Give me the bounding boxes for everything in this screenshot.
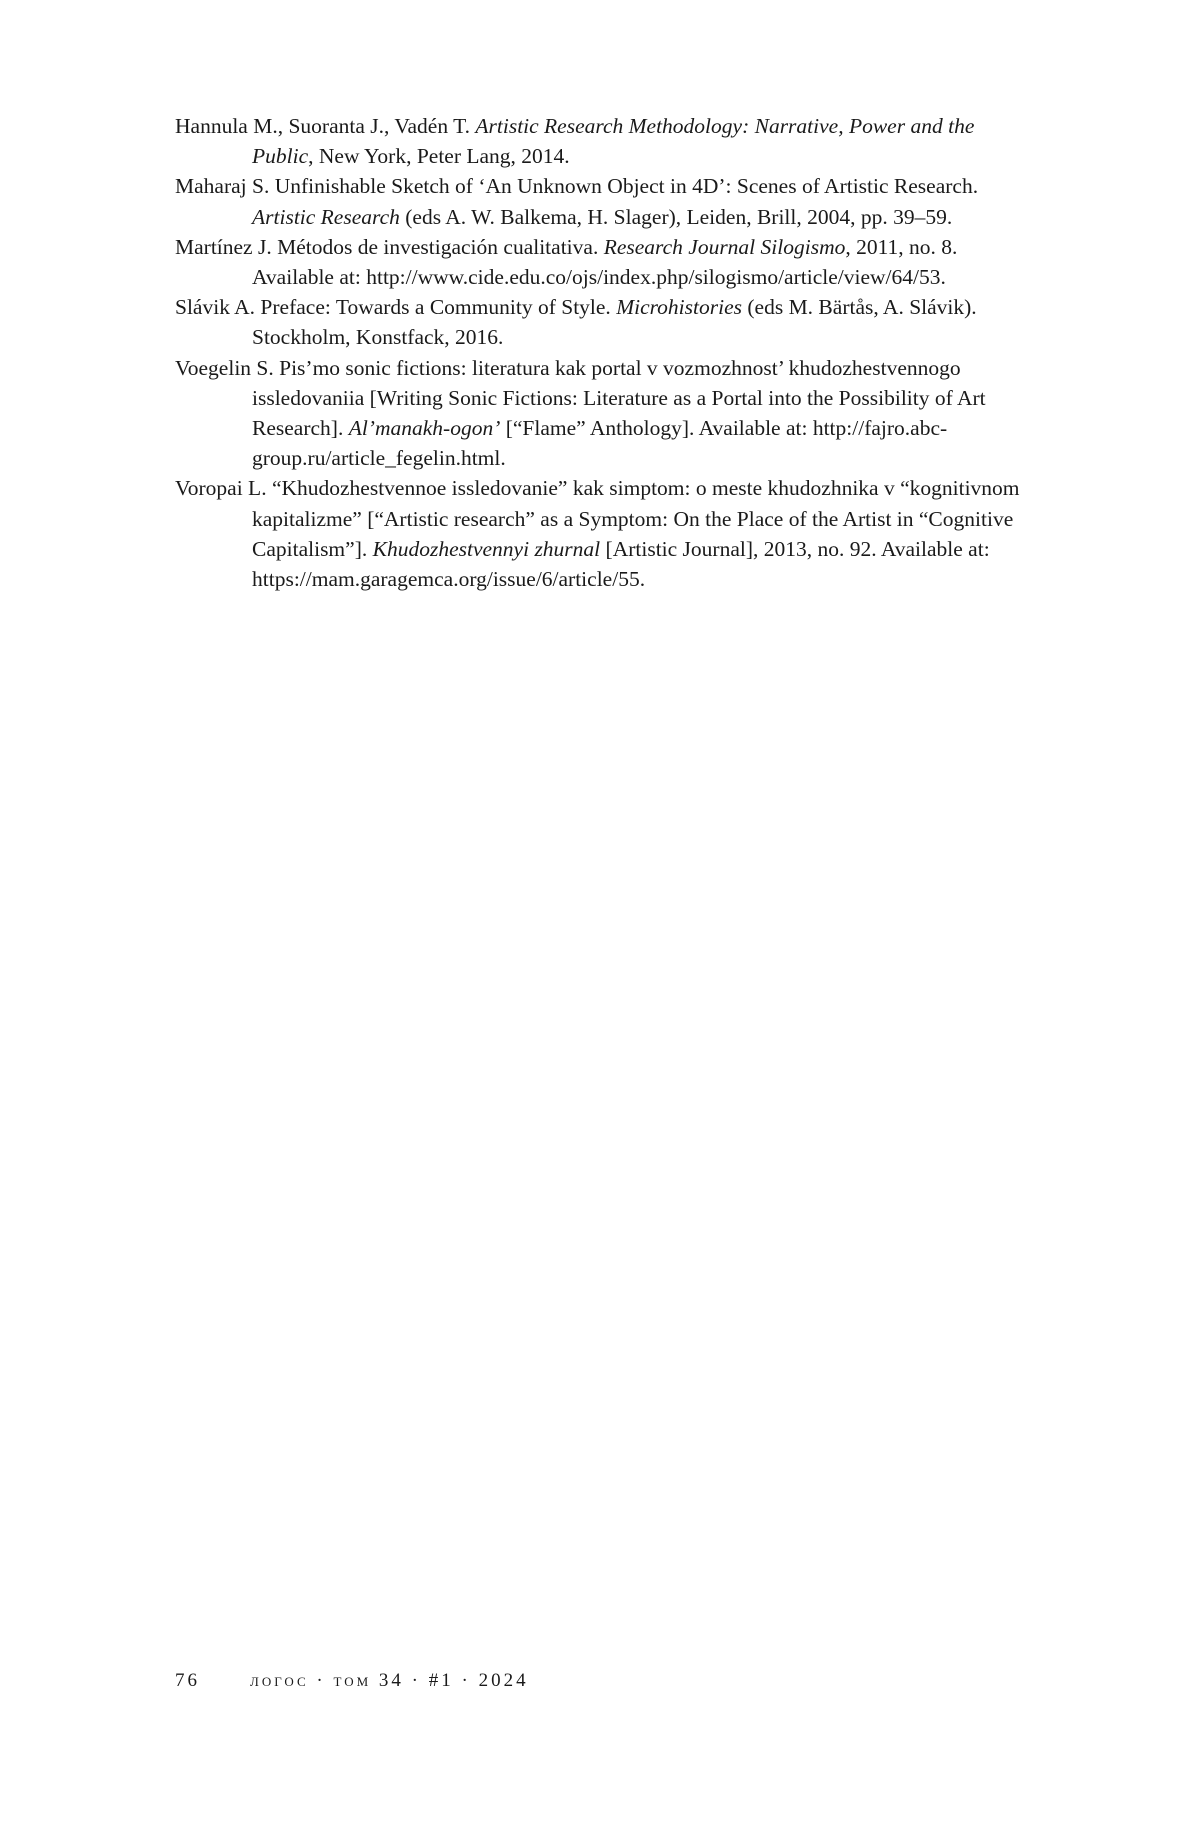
reference-item (175, 232, 1035, 292)
ref-text: Slávik A. Preface: Towards a Community of Style. (175, 295, 617, 320)
reference-item (175, 111, 1035, 171)
reference-item (175, 292, 1035, 352)
ref-text: [Artistic Journal], 2013, no. 92. Available at: https://mam.garagemca.org/issue/6/article/55. (252, 536, 990, 592)
ref-text: Hannula M., Suoranta J., Vadén T. (175, 114, 476, 138)
ref-title: Research Journal Silogismo (603, 234, 846, 259)
ref-text: , 2011, no. 8. Available at: http://www.cide.edu.co/ojs/index.php/silogismo/article/view/64/53. (252, 234, 958, 290)
reference-item (175, 473, 1035, 594)
reference-list (175, 111, 1035, 594)
ref-title: Khudozhestvennyi zhurnal (372, 536, 601, 561)
page-footer (175, 1670, 529, 1692)
reference-item (175, 171, 1035, 231)
ref-title: Artistic Research (252, 204, 400, 229)
ref-text: (eds M. Bärtås, A. Slávik). Stockholm, Konstfack, 2016. (252, 295, 977, 350)
ref-text: (eds A. W. Balkema, H. Slager), Leiden, Brill, 2004, pp. 39–59. (399, 204, 953, 229)
running-title: логос · том 34 · #1 · 2024 (250, 1670, 529, 1691)
ref-text: Voropai L. “Khudozhestvennoe issledovanie” kak simptom: o meste khudozhnika v “kognitivnom kapitalizme” [“Artistic research” as a Symptom: On the Place of the Artist in “Cognitive Capitalism”]. (175, 476, 1020, 561)
ref-text: , New York, Peter Lang, 2014. (308, 144, 570, 169)
ref-text: [“Flame” Anthology]. Available at: http://fajro.abc-group.ru/article_fegelin.html. (252, 416, 948, 471)
ref-text: Martínez J. Métodos de investigación cualitativa. (175, 234, 604, 259)
ref-text: Maharaj S. Unfinishable Sketch of ‘An Unknown Object in 4D’: Scenes of Artistic Research. (175, 174, 979, 199)
ref-title: Al’manakh-ogon’ (348, 416, 501, 441)
ref-text: Voegelin S. Pis’mo sonic fictions: literatura kak portal v vozmozhnost’ khudozhestvennogo issledovaniia [Writing Sonic Fictions: Literature as a Portal into the Possibility of Art Research]. (175, 355, 986, 441)
page-number: 76 (175, 1670, 200, 1691)
ref-title: Artistic Research Methodology: Narrative, Power and the Public (252, 114, 975, 169)
reference-item (175, 353, 1035, 474)
ref-title: Microhistories (616, 295, 742, 320)
